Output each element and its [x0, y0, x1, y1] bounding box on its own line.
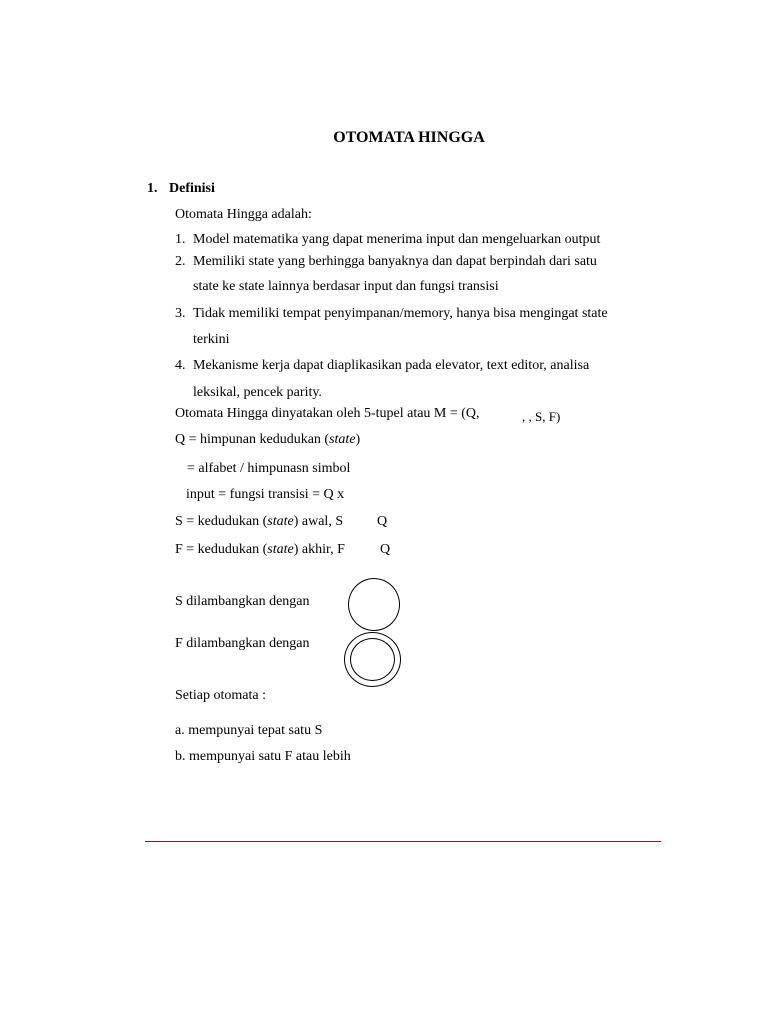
rules-heading: Setiap otomata :: [175, 688, 266, 703]
list-item-number: 3.: [175, 306, 186, 321]
list-item-text-continued: state ke state lainnya berdasar input dan fungsi transisi: [193, 279, 499, 294]
list-item-number: 4.: [175, 358, 186, 373]
definition-s-italic: state: [267, 514, 294, 529]
definition-q-italic: state: [329, 432, 356, 447]
list-item-text-continued: leksikal, pencek parity.: [193, 385, 322, 400]
list-item-number: 2.: [175, 254, 186, 269]
definition-f-post: ) akhir, F: [293, 542, 345, 557]
definition-f-set: Q: [380, 542, 391, 557]
list-item-text: Tidak memiliki tempat penyimpanan/memory, hanya bisa mengingat state: [193, 306, 608, 321]
page-title: OTOMATA HINGGA: [333, 129, 485, 146]
rule-b: b. mempunyai satu F atau lebih: [175, 749, 351, 764]
definition-q-close: ): [355, 432, 361, 447]
list-item-text-continued: terkini: [193, 332, 230, 347]
intro-text: Otomata Hingga adalah:: [175, 207, 312, 222]
start-state-circle-icon: [348, 578, 400, 631]
section-heading: Definisi: [169, 181, 215, 196]
list-item-text: Model matematika yang dapat menerima input dan mengeluarkan output: [193, 232, 601, 247]
definition-s-set: Q: [377, 514, 388, 529]
definition-q: [175, 432, 360, 448]
footer-divider: [145, 841, 661, 842]
rule-a: a. mempunyai tepat satu S: [175, 723, 323, 738]
final-state-inner-circle-icon: [350, 638, 395, 681]
list-item-number: 1.: [175, 232, 186, 247]
definition-s-text: S = kedudukan (: [175, 514, 268, 529]
definition-f-italic: state: [267, 542, 294, 557]
definition-s: [175, 514, 343, 530]
tuple-statement: Otomata Hingga dinyatakan oleh 5-tupel atau M = (Q,: [175, 406, 480, 421]
start-state-label: S dilambangkan dengan: [175, 594, 310, 609]
definition-sigma: = alfabet / himpunasn simbol: [187, 461, 351, 476]
final-state-label: F dilambangkan dengan: [175, 636, 310, 651]
definition-s-post: ) awal, S: [293, 514, 344, 529]
tuple-statement-tail: , , S, F): [522, 409, 561, 424]
list-item-text: Mekanisme kerja dapat diaplikasikan pada elevator, text editor, analisa: [193, 358, 590, 373]
definition-delta: input = fungsi transisi = Q x: [186, 487, 345, 502]
definition-q-text: Q = himpunan kedudukan (: [175, 432, 330, 447]
list-item-text: Memiliki state yang berhingga banyaknya dan dapat berpindah dari satu: [193, 254, 597, 269]
section-number: 1.: [147, 181, 158, 196]
definition-f-text: F = kedudukan (: [175, 542, 268, 557]
definition-f: [175, 542, 345, 558]
